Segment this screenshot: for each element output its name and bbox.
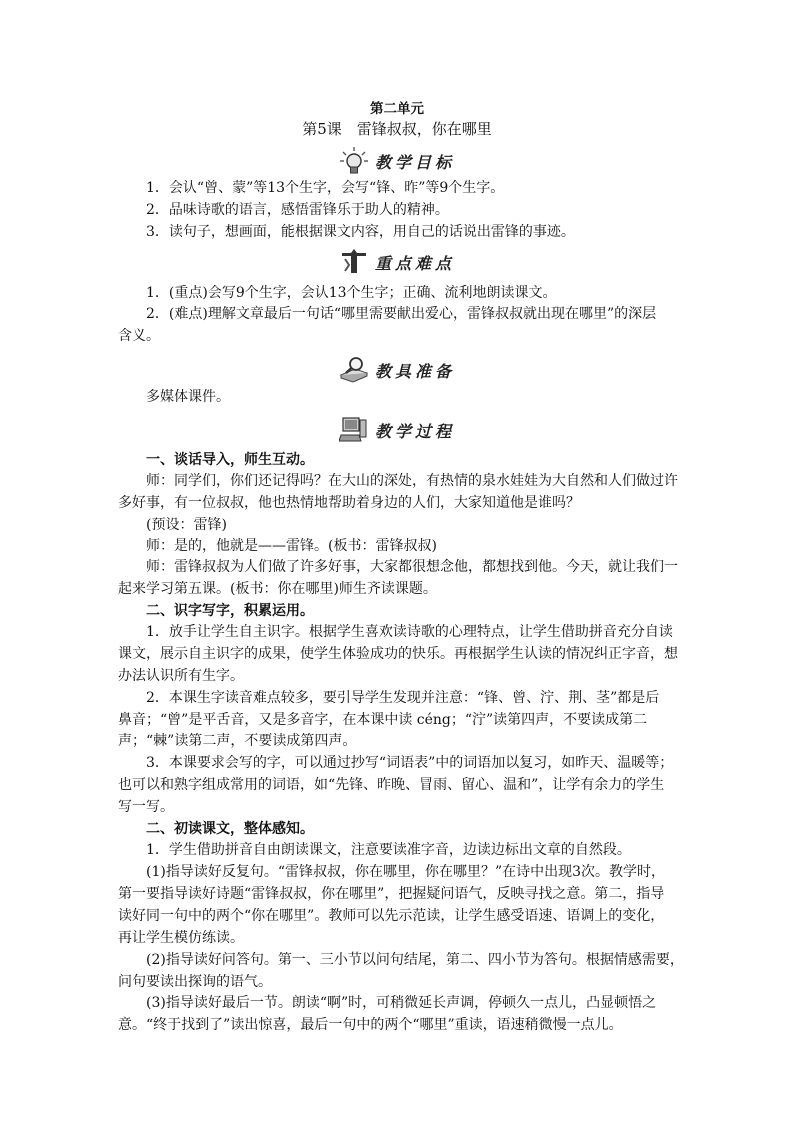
section-label: 教学目标	[374, 152, 455, 172]
process-paragraph: 再让学生模仿练读。	[118, 930, 244, 946]
process-paragraph: 师：是的，他就是——雷锋。(板书：雷锋叔叔)	[146, 538, 437, 554]
process-paragraph: 读好同一句中的两个“你在哪里”。教师可以先示范读，让学生感受语速、语调上的变化，	[118, 908, 665, 924]
lesson-title: 第5课 雷锋叔叔，你在哪里	[302, 120, 492, 138]
process-paragraph: 2．本课生字读音难点较多，要引导学生发现并注意：“锋、曾、泞、荆、茎”都是后	[146, 690, 660, 706]
process-paragraph: 也可以和熟字组成常用的词语，如“先锋、昨晚、冒雨、留心、温和”，让学有余力的学生	[118, 777, 665, 793]
process-paragraph: (1)指导读好反复句。“雷锋叔叔，你在哪里，你在哪里？”在诗中出现3次。教学时，	[146, 864, 666, 880]
goal-item: 3．读句子，想画面，能根据课文内容，用自己的话说出雷锋的事迹。	[146, 224, 575, 240]
process-paragraph: 起来学习第五课。(板书：你在哪里)师生齐读课题。	[118, 581, 437, 597]
prep-text: 多媒体课件。	[146, 389, 230, 405]
computer-icon	[339, 415, 369, 445]
section-heading-process	[0, 415, 794, 445]
lightbulb-icon	[339, 146, 369, 176]
process-paragraph: 课文，展示自主识字的成果，使学生体验成功的快乐。再根据学生认读的情况纠正字音，想	[118, 646, 678, 662]
process-paragraph: 3．本课要求会写的字，可以通过抄写“词语表”中的词语加以复习，如昨天、温暖等；	[146, 755, 674, 771]
keypoint-item-continued: 含义。	[118, 328, 160, 344]
process-paragraph: 师：同学们，你们还记得吗？在大山的深处，有热情的泉水娃娃为大自然和人们做过许	[146, 473, 678, 489]
process-paragraph: (2)指导读好问答句。第一、三小节以问句结尾，第二、四小节为答句。根据情感需要，	[146, 952, 684, 968]
process-step-title: 一、谈话导入，师生互动。	[146, 452, 314, 468]
section-label: 教具准备	[374, 361, 455, 381]
section-heading-goals	[0, 146, 794, 176]
process-paragraph: 多好事，有一位叔叔，他也热情地帮助着身边的人们，大家知道他是谁吗？	[118, 495, 580, 511]
goal-item: 1．会认“曾、蒙”等13个生字，会写“锋、昨”等9个生字。	[146, 180, 505, 196]
section-label: 教学过程	[374, 421, 455, 441]
process-paragraph: 问句要读出探询的语气。	[118, 974, 272, 990]
arrow-key-icon	[339, 247, 369, 277]
section-heading-keypoints	[0, 247, 794, 277]
keypoint-item: 2．(难点)理解文章最后一句话“哪里需要献出爱心，雷锋叔叔就出现在哪里”的深层	[146, 306, 657, 322]
process-paragraph: (预设：雷锋)	[146, 517, 227, 533]
process-paragraph: 写一写。	[118, 799, 174, 815]
process-step-title: 二、初读课文，整体感知。	[146, 821, 314, 837]
magnifier-book-icon	[339, 355, 369, 385]
process-paragraph: 办法认识所有生字。	[118, 668, 244, 684]
section-label: 重点难点	[374, 253, 455, 273]
process-paragraph: 鼻音；“曾”是平舌音，又是多音字，在本课中读 céng；“泞”读第四声，不要读成第二	[118, 712, 648, 728]
process-paragraph: 1．放手让学生自主识字。根据学生喜欢读诗歌的心理特点，让学生借助拼音充分自读	[146, 624, 673, 640]
process-paragraph: 师：雷锋叔叔为人们做了许多好事，大家都很想念他，都想找到他。今天，就让我们一	[146, 559, 678, 575]
process-step-title: 二、识字写字，积累运用。	[146, 603, 314, 619]
section-heading-prep	[0, 355, 794, 385]
process-paragraph: (3)指导读好最后一节。朗读“啊”时，可稍微延长声调，停顿久一点儿，凸显顿悟之	[146, 995, 657, 1011]
process-paragraph: 第一要指导读好诗题“雷锋叔叔，你在哪里”，把握疑问语气，反映寻找之意。第二，指导	[118, 886, 665, 902]
process-paragraph: 声；“棘”读第二声，不要读成第四声。	[118, 733, 357, 749]
unit-title: 第二单元	[370, 101, 424, 117]
goal-item: 2．品味诗歌的语言，感悟雷锋乐于助人的精神。	[146, 202, 449, 218]
process-paragraph: 1．学生借助拼音自由朗读课文，注意要读准字音，边读边标出文章的自然段。	[146, 842, 631, 858]
process-paragraph: 意。“终于找到了”读出惊喜，最后一句中的两个“哪里”重读，语速稍微慢一点儿。	[118, 1017, 623, 1033]
keypoint-item: 1．(重点)会写9个生字，会认13个生字；正确、流利地朗读课文。	[146, 285, 557, 301]
